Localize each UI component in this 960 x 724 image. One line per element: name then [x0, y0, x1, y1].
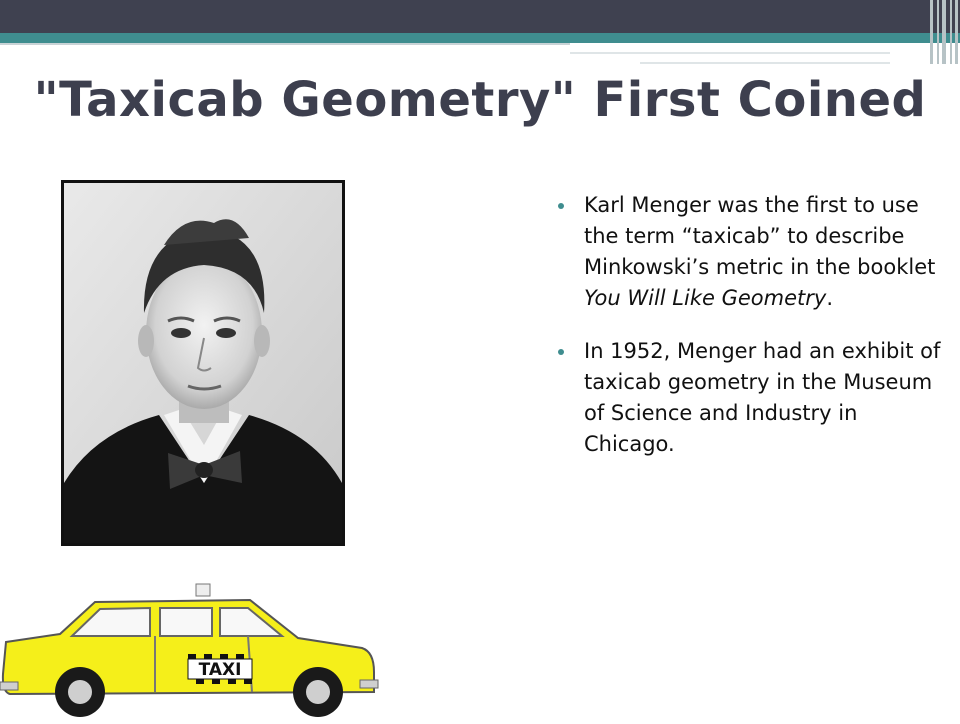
bullet-text: Karl Menger was the first to use the term “taxicab” to describe Minkowski’s metric in the booklet: [584, 193, 936, 279]
slide-title: "Taxicab Geometry" First Coined: [33, 72, 927, 128]
taxi-image: [0, 582, 380, 720]
bullet-text-end: .: [826, 286, 833, 310]
header-dark-band: [0, 0, 960, 33]
bullet-text: In 1952, Menger had an exhibit of taxicab geometry in the Museum of Science and Industry in Chicago.: [584, 339, 941, 456]
bullet-item: [556, 190, 951, 314]
portrait-image: [61, 180, 345, 546]
bullet-dot-icon: [558, 349, 564, 355]
header-rule-left: [0, 43, 570, 45]
booklet-title: You Will Like Geometry: [584, 286, 827, 310]
bullet-item: [556, 336, 951, 460]
taxi-sign: TAXI: [198, 660, 242, 680]
header-stripes: [930, 0, 960, 64]
taxi-drawing: [0, 582, 380, 720]
header-rule-mid: [570, 52, 890, 54]
bullet-dot-icon: [558, 203, 564, 209]
bullet-list: [556, 190, 951, 482]
header-rule-low: [640, 62, 890, 64]
header-teal-band: [0, 33, 960, 43]
portrait-drawing: [64, 183, 342, 543]
